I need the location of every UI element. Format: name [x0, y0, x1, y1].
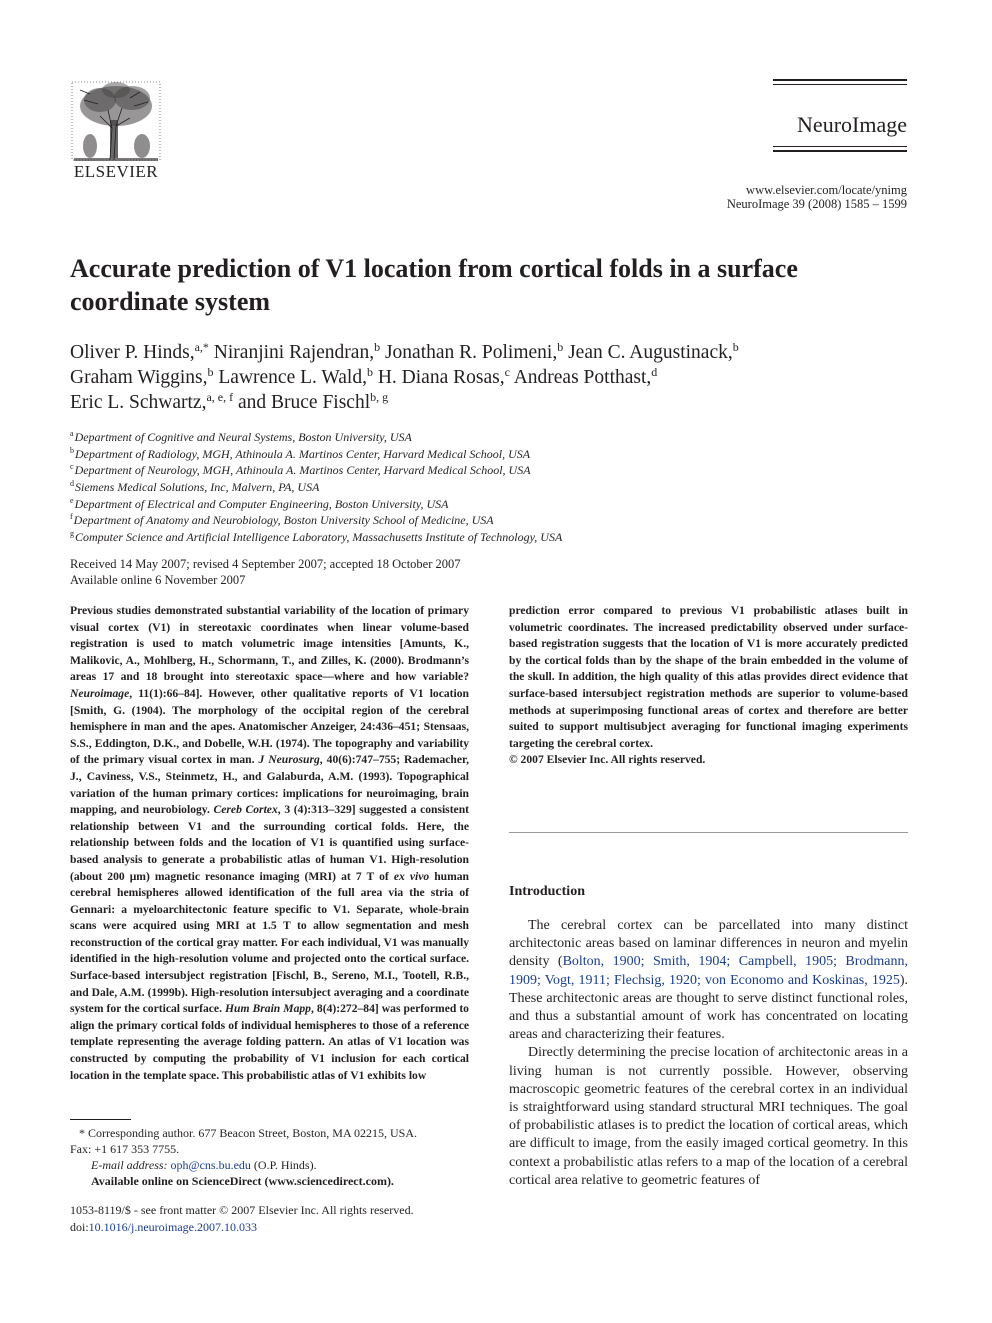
affiliation-key: a	[70, 429, 74, 438]
author-name: Jonathan R. Polimeni,	[380, 342, 558, 363]
affiliation-text: Department of Anatomy and Neurobiology, Boston University School of Medicine, USA	[73, 513, 494, 528]
affiliation-text: Department of Cognitive and Neural Systems, Boston University, USA	[74, 430, 412, 444]
paper-title: Accurate prediction of V1 location from cortical folds in a surface coordinate system	[70, 254, 798, 316]
header-rule	[773, 146, 907, 147]
affiliation-key: b	[70, 445, 74, 455]
author-list	[70, 340, 910, 415]
author-name: Niranjini Rajendran,	[208, 342, 375, 363]
header-rule	[773, 84, 907, 85]
intro-text: The cerebral cortex can be parcellated into many distinct architectonic areas based on laminar differences in neuron and myelin density (	[509, 918, 908, 970]
email-link[interactable]: oph@cns.bu.edu	[170, 1158, 251, 1172]
author-name: Andreas Potthast,	[509, 367, 652, 388]
author-name: Jean C. Augustinack,	[563, 342, 733, 363]
abstract-text: human cerebral hemispheres allowed identification of the full area via the stria of Gennari: a myeloarchitectonic feature specific to V1. Separate, whole-brain scans were acquired using MRI at 1.5 T to allow segmentation and mesh reconstruction of the cortical gray matter. For each individual, V1 was manually identified in the high-resolution volume and projected onto the cortical surface. Surface-based intersubject registration [Fischl, B., Sereno, M.I., Tootell, R.B., and Dale, A.M. (1999b). High-resolution intersubject averaging and a coordinate system for the cortical surface.	[70, 869, 470, 1016]
abstract-journal: Cereb Cortex	[213, 803, 278, 817]
affiliation-text: Siemens Medical Solutions, Inc, Malvern, PA, USA	[75, 480, 320, 495]
author-affiliation-marker[interactable]: b	[366, 365, 373, 379]
affiliation-item	[70, 513, 910, 530]
received-dates: Received 14 May 2007; revised 4 September 2007; accepted 18 October 2007	[70, 557, 461, 571]
journal-url[interactable]: www.elsevier.com/locate/ynimg	[746, 183, 907, 197]
author-affiliation-marker[interactable]: a,*	[194, 340, 209, 354]
affiliation-key: e	[70, 495, 74, 505]
affiliation-text: Department of Electrical and Computer Engineering, Boston University, USA	[74, 496, 449, 511]
abstract-text: , 40(6):747–755; Rademacher, J., Caviness, V.S., Steinmetz, H., and Galaburda, A.M. (1993). Topographical variation of the human primary cortices: implications for neuroimaging, brain mapping, and neurobiology.	[70, 753, 469, 817]
sciencedirect-note: Available online on ScienceDirect (www.sciencedirect.com).	[91, 1174, 394, 1188]
affiliation-item	[70, 463, 910, 480]
affiliation-text: Department of Neurology, MGH, Athinoula A. Martinos Center, Harvard Medical School, USA	[74, 463, 531, 478]
citation-links[interactable]: Bolton, 1900; Smith, 1904; Campbell, 1905; Brodmann, 1909; Vogt, 1911; Flechsig, 1920; von Economo and Koskinas, 1925	[509, 954, 909, 988]
author-affiliation-marker[interactable]: a, e, f	[206, 390, 234, 404]
author-affiliation-marker[interactable]: d	[651, 365, 658, 379]
copyright-notice: © 2007 Elsevier Inc. All rights reserved.	[509, 753, 706, 767]
intro-paragraph	[509, 917, 908, 1044]
email-note	[70, 1157, 469, 1173]
affiliation-text: Department of Radiology, MGH, Athinoula A. Martinos Center, Harvard Medical School, USA	[75, 446, 531, 461]
author-name: Oliver P. Hinds,	[70, 342, 195, 363]
abstract-text: , 3 (4):313–329] suggested a consistent relationship between V1 and the surrounding cortical folds. Here, the relationship between folds and the location of V1 is quantified using surface-based analysis to generate a probabilistic atlas of human V1. High-resolution (about 200 μm) magnetic resonance imaging (MRI) at 7 T of	[70, 803, 470, 883]
abstract-text: prediction error compared to previous V1 probabilistic atlases built in volumetric coordinates. The increased predictability observed under surface-based registration suggests that the location of V1 is more accurately predicted by the cortical folds than by the shape of the brain embedded in the volume of the skull. In addition, the high quality of this atlas provides direct evidence that surface-based intersubject registration methods are superior to volume-based methods at superimposing functional areas of cortex and therefore are better suited to support multisubject averaging for functional imaging experiments targeting the cerebral cortex.	[509, 604, 908, 750]
author-name: H. Diana Rosas,	[372, 367, 505, 388]
email-suffix: (O.P. Hinds).	[250, 1158, 317, 1172]
journal-name: NeuroImage	[797, 112, 907, 137]
doi-link[interactable]: 10.1016/j.neuroimage.2007.10.033	[88, 1220, 257, 1234]
abstract-journal: J Neurosurg	[258, 753, 320, 767]
corresponding-author-note: * Corresponding author. 677 Beacon Street, Boston, MA 02215, USA.	[79, 1126, 417, 1140]
author-name: and Bruce Fischl	[233, 392, 371, 413]
affiliation-key: f	[70, 512, 73, 522]
author-name: Graham Wiggins,	[70, 367, 208, 388]
header-rule	[773, 79, 907, 81]
abstract-journal: Neuroimage	[70, 686, 130, 700]
abstract-text: , 11(1):66–84]. However, other qualitative reports of V1 location [Smith, G. (1904). The morphology of the occipital region of the cerebral hemisphere in man and the apes. Anatomischer Anzeiger, 24:436–451; Stensaas, S.S., Eddington, D.K., and Dobelle, W.H. (1974). The topography and variability of the primary visual cortex in man.	[70, 686, 469, 767]
footnote-divider	[70, 1119, 131, 1120]
author-name: Lawrence L. Wald,	[213, 367, 367, 388]
journal-citation: NeuroImage 39 (2008) 1585 – 1599	[726, 197, 907, 211]
footnotes	[70, 1125, 469, 1189]
doi-line	[70, 1219, 490, 1236]
affiliation-item	[70, 447, 910, 464]
affiliation-key: d	[70, 479, 74, 489]
author-affiliation-marker[interactable]: b	[207, 365, 214, 379]
affiliation-item	[70, 480, 910, 497]
affiliation-list	[70, 430, 910, 547]
section-heading-introduction: Introduction	[509, 884, 585, 899]
affiliation-key: g	[70, 529, 74, 539]
issn-line: 1053-8119/$ - see front matter © 2007 Elsevier Inc. All rights reserved.	[70, 1203, 414, 1217]
affiliation-item	[70, 430, 910, 447]
intro-paragraph: Directly determining the precise location of architectonic areas in a living human is not currently possible. However, observing macroscopic geometric features of the cerebral cortex in an individual is straightforward using standard structural MRI techniques. The goal of probabilistic atlases is to predict the location of cortical areas, which are difficult to image, from the easily imaged cortical geometry. In this context a probabilistic atlas refers to a map of the location of a cerebral cortical area relative to geometric features of	[509, 1045, 908, 1188]
doi-label: doi:	[70, 1220, 89, 1234]
author-name: Eric L. Schwartz,	[70, 392, 207, 413]
author-affiliation-marker[interactable]: c	[504, 365, 510, 379]
author-affiliation-marker[interactable]: b	[374, 340, 381, 354]
affiliation-text: Computer Science and Artificial Intelligence Laboratory, Massachusetts Institute of Technology, USA	[75, 530, 563, 545]
introduction-body	[509, 917, 908, 1190]
abstract-text: , 8(4):272–84] was performed to align the primary cortical folds of individual hemispheres to those of a reference template representing the average folding pattern. An atlas of V1 location was constructed by computing the probability of V1 inclusion for each cortical location in the template space. This probabilistic atlas of V1 exhibits low	[70, 1002, 469, 1082]
article-dates	[70, 556, 670, 588]
affiliation-item	[70, 530, 910, 547]
intro-text: ). These architectonic areas are thought to serve distinct functional roles, and thus a substantial amount of work has concentrated on locating areas and characterizing their features.	[509, 972, 908, 1043]
author-affiliation-marker[interactable]: b, g	[370, 390, 389, 404]
publisher-name: ELSEVIER	[73, 162, 159, 181]
abstract-journal: Hum Brain Mapp	[225, 1002, 311, 1016]
affiliation-item	[70, 497, 910, 514]
affiliation-key: c	[70, 462, 74, 472]
author-affiliation-marker[interactable]: b	[732, 340, 739, 354]
abstract-italic: ex vivo	[393, 869, 430, 883]
header-rule	[773, 150, 907, 152]
front-matter	[70, 1202, 490, 1236]
fax-note: Fax: +1 617 353 7755.	[70, 1142, 180, 1156]
author-affiliation-marker[interactable]: b	[557, 340, 564, 354]
abstract-column-left	[70, 603, 469, 1084]
abstract-text: Previous studies demonstrated substantial variability of the location of primary visual cortex (V1) in stereotaxic coordinates when linear volume-based registration is used to match volumetric image intensities [Amunts, K., Malikovic, A., Mohlberg, H., Schormann, T., and Zilles, K. (2000). Brodmann’s areas 17 and 18 brought into stereotaxic space—where and how variable?	[70, 604, 469, 684]
abstract-column-right	[509, 603, 908, 769]
online-date: Available online 6 November 2007	[70, 573, 246, 587]
email-label: E-mail address:	[91, 1158, 171, 1172]
abstract-divider	[509, 832, 908, 833]
